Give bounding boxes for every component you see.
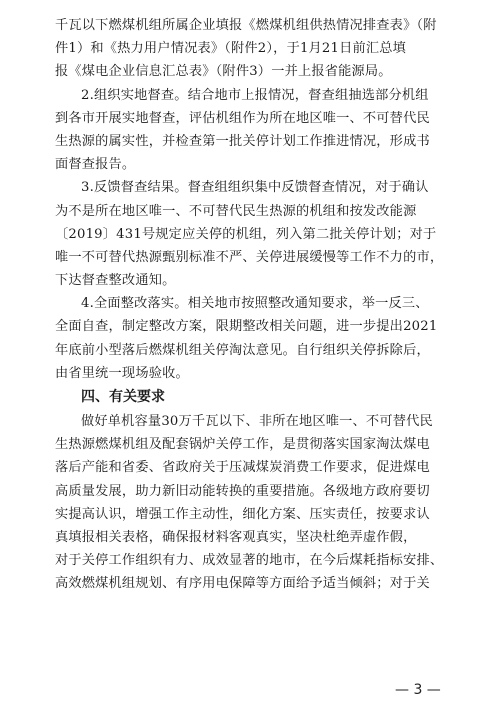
text-line: 高质量发展，助力新旧动能转换的重要措施。各级地方政府要切: [55, 483, 430, 499]
text-line: 到各市开展实地督查，评估机组作为所在地区唯一、不可替代民: [55, 110, 430, 126]
text-line: 落后产能和省委、省政府关于压减煤炭消费工作要求，促进煤电: [55, 460, 430, 476]
text-line: 真填报相关表格，确保报材料客观真实，坚决杜绝弄虚作假，: [55, 529, 417, 545]
text-line: 生热源燃煤机组及配套锅炉关停工作，是贯彻落实国家淘汰煤电: [55, 437, 430, 453]
text-line: 全面自查，制定整改方案，限期整改相关问题，进一步提出2021: [55, 319, 438, 335]
text-line: 生热源的属实性，并检查第一批关停计划工作推进情况，形成书: [55, 133, 430, 149]
text-line: 千瓦以下燃煤机组所属企业填报《燃煤机组供热情况排查表》（附: [55, 18, 437, 33]
paragraph-start-line: 3.反馈督查结果。督查组组织集中反馈督查情况，对于确认: [81, 180, 429, 196]
text-line: 下达督查整改通知。: [55, 273, 176, 289]
text-line: 高效燃煤机组规划、有序用电保障等方面给予适当倾斜；对于关: [55, 576, 430, 592]
text-line: 〔2019〕431号规定应关停的机组，列入第二批关停计划；对于: [55, 226, 437, 242]
document-page: [55, 14, 445, 596]
paragraph-start-line: 4.全面整改落实。相关地市按照整改通知要求，举一反三、: [81, 296, 429, 312]
text-line: 唯一不可替代热源甄别标准不严、关停进展缓慢等工作不力的市，: [55, 249, 444, 265]
text-line: 由省里统一现场验收。: [55, 365, 189, 381]
text-line: 报《煤电企业信息汇总表》（附件3）一并上报省能源局。: [55, 64, 392, 80]
text-line: 实提高认识，增强工作主动性，细化方案、压实责任，按要求认: [55, 506, 430, 522]
page-number: — 3 —: [395, 682, 441, 698]
text-line: 面督查报告。: [55, 157, 136, 173]
text-line: 年底前小型落后燃煤机组关停淘汰意见。自行组织关停拆除后，: [55, 342, 430, 358]
paragraph-start-line: 2.组织实地督查。结合地市上报情况，督查组抽选部分机组: [81, 87, 429, 103]
text-line: 对于关停工作组织有力、成效显著的地市，在今后煤耗指标安排、: [55, 553, 444, 569]
text-line: 件1）和《热力用户情况表》（附件2），于1月21日前汇总填: [55, 41, 407, 57]
paragraph-start-line: 做好单机容量30万千瓦以下、非所在地区唯一、不可替代民: [81, 414, 433, 429]
section-heading: 四、有关要求: [81, 389, 165, 405]
text-line: 为不是所在地区唯一、不可替代民生热源的机组和按发改能源: [55, 203, 417, 219]
